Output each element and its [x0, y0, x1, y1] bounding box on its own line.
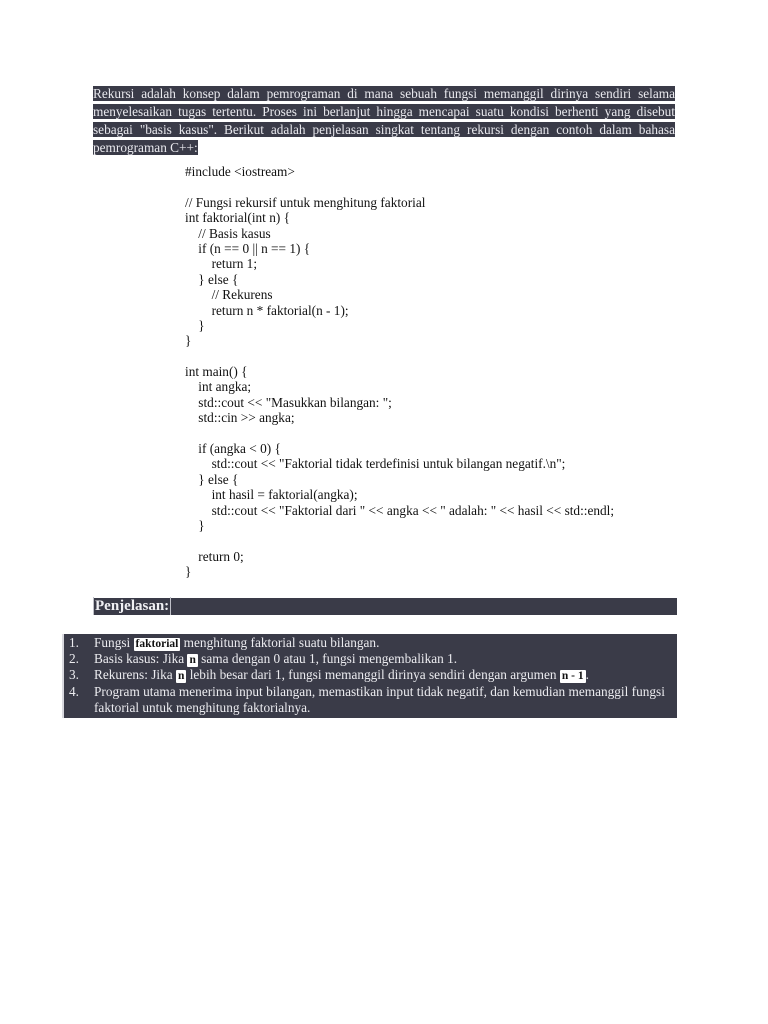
code-line: int main() {: [185, 364, 248, 380]
inline-code: n: [189, 654, 196, 667]
code-line: [185, 426, 614, 441]
code-line: return 1;: [185, 256, 258, 272]
code-line: }: [185, 333, 192, 349]
explanation-heading-bar: [93, 598, 677, 615]
code-line: [185, 179, 614, 194]
code-line: } else {: [185, 471, 239, 487]
code-line: int angka;: [185, 379, 252, 395]
list-item: 1. Fungsi faktorial menghitung faktorial suatu bilangan.: [69, 635, 380, 650]
code-line: if (angka < 0) {: [185, 441, 281, 457]
code-line: int faktorial(int n) {: [185, 210, 290, 226]
code-line: // Basis kasus: [185, 225, 271, 241]
intro-line: menyelesaikan tugas tertentu. Proses ini berlanjut hingga mencapai suatu kondisi berhenti yang disebut: [93, 104, 675, 119]
explanation-list: [62, 634, 677, 718]
inline-code: n - 1: [561, 670, 584, 683]
intro-paragraph: [93, 85, 675, 157]
code-line: std::cout << "Faktorial dari " << angka << " adalah: " << hasil << std::endl;: [185, 502, 615, 518]
list-item: 4. Program utama menerima input bilangan, memastikan input tidak negatif, dan kemudian memanggil fungsi faktorial untuk menghitung faktorialnya.: [69, 683, 665, 715]
code-line: [185, 533, 614, 548]
code-line: // Fungsi rekursif untuk menghitung faktorial: [185, 194, 426, 210]
code-line: }: [185, 317, 205, 333]
intro-line: sebagai "basis kasus". Berikut adalah penjelasan singkat tentang rekursi dengan contoh dalam bahasa: [93, 122, 675, 137]
inline-code: faktorial: [135, 638, 179, 650]
code-line: std::cin >> angka;: [185, 410, 295, 426]
code-block: [185, 164, 614, 580]
code-line: // Rekurens: [185, 287, 273, 303]
code-line: if (n == 0 || n == 1) {: [185, 240, 311, 256]
list-item: 2. Basis kasus: Jika n sama dengan 0 atau 1, fungsi mengembalikan 1.: [69, 651, 458, 667]
code-line: int hasil = faktorial(angka);: [185, 487, 358, 503]
inline-code: n: [177, 670, 185, 683]
code-line: return n * faktorial(n - 1);: [185, 302, 349, 318]
explanation-heading: Penjelasan:: [95, 598, 170, 614]
code-line: [185, 349, 614, 364]
intro-line: pemrograman C++:: [93, 140, 198, 155]
code-line: }: [185, 564, 192, 580]
list-item: 3. Rekurens: Jika n lebih besar dari 1, fungsi memanggil dirinya sendiri dengan argumen n - 1 .: [69, 667, 589, 683]
intro-line: Rekursi adalah konsep dalam pemrograman di mana sebuah fungsi memanggil dirinya sendiri selama: [93, 86, 675, 101]
code-line: #include <iostream>: [185, 164, 295, 179]
code-line: return 0;: [185, 548, 244, 564]
code-line: }: [185, 517, 205, 533]
code-line: } else {: [185, 271, 239, 287]
code-line: std::cout << "Masukkan bilangan: ";: [185, 394, 392, 410]
code-line: std::cout << "Faktorial tidak terdefinisi untuk bilangan negatif.\n";: [185, 456, 566, 472]
